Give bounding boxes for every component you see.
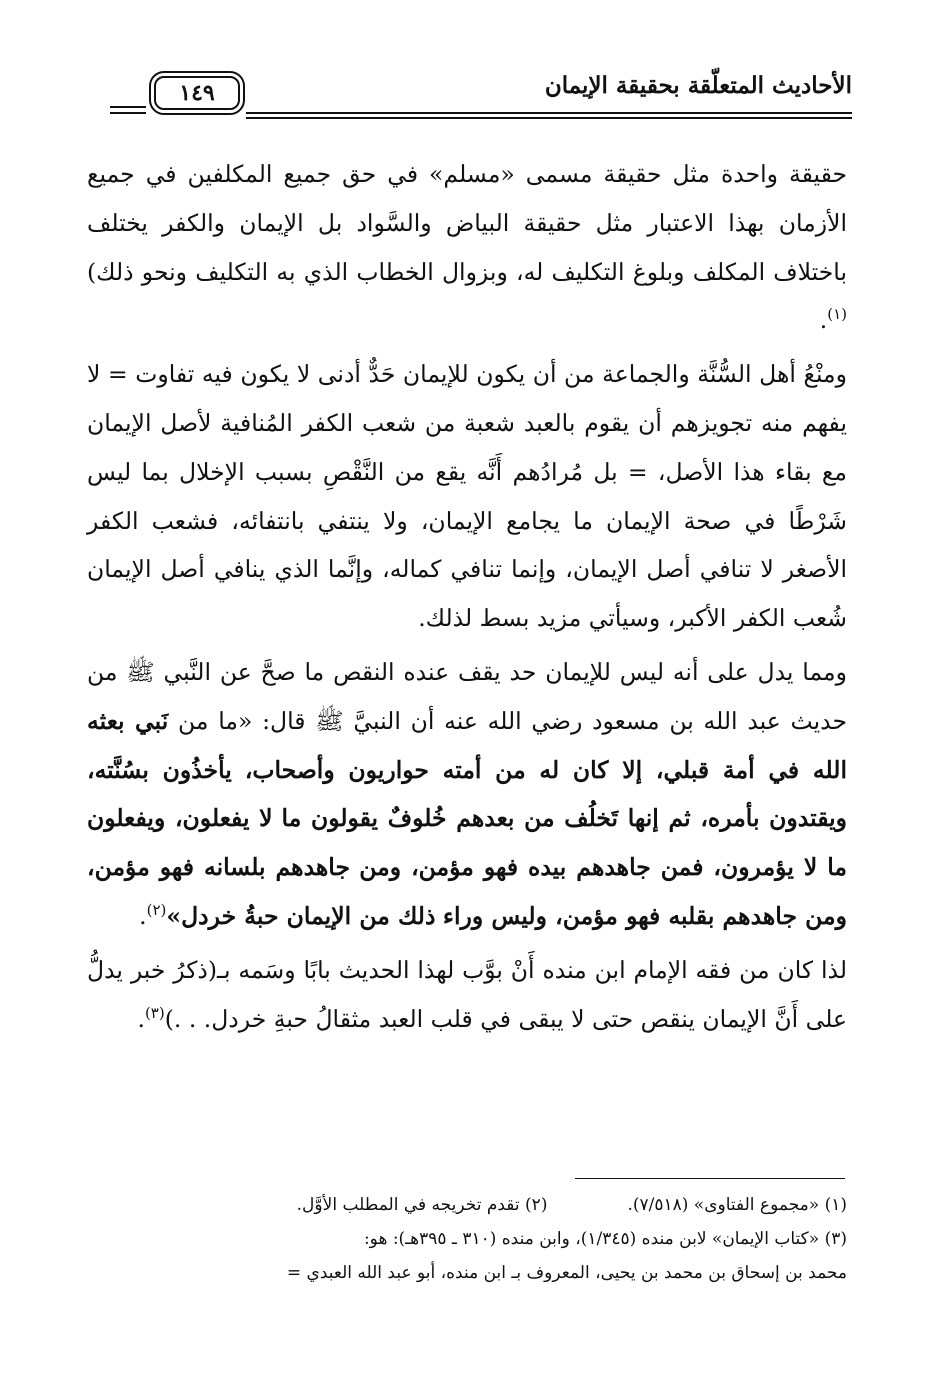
page-header bbox=[110, 66, 852, 126]
text-line: حبةِ خردل. . .) bbox=[164, 1004, 308, 1033]
text-line: فيه تفاوت = لا يفهم منه تجويزهم أن يقوم بالعبد شعبة من شعب الكفر bbox=[87, 360, 847, 437]
header-rule bbox=[110, 106, 146, 108]
footnote-3-continued: محمد بن إسحاق بن محمد بن يحيى، المعروف بـ ابن منده، أبو عبد الله العبدي = bbox=[286, 1263, 847, 1283]
text-tail: . bbox=[139, 901, 147, 930]
paragraph bbox=[87, 946, 847, 1044]
footnote-3: (٣) «كتاب الإيمان» لابن منده (١/٣٤٥)، وابن منده (٣١٠ ـ ٣٩٥هـ): هو: bbox=[363, 1229, 847, 1249]
footnote-1: (١) «مجموع الفتاوى» (٧/٥١٨). bbox=[627, 1195, 847, 1215]
text-line: الأزمان بهذا الاعتبار مثل حقيقة البياض والسَّواد بل الإيمان والكفر bbox=[162, 208, 847, 237]
hadith-text-line: جاهدهم بلسانه فهو مؤمن، ومن جاهدهم بقلبه فهو مؤمن، وليس وراء bbox=[87, 853, 847, 930]
paragraph bbox=[87, 350, 847, 643]
footnote-row bbox=[87, 1188, 847, 1222]
footnote-mark: (١) bbox=[827, 305, 847, 324]
running-title: الأحاديث المتعلّقة بحقيقة الإيمان bbox=[544, 72, 852, 99]
hadith-text-line: ذلك من الإيمان حبةُ خردل» bbox=[166, 901, 436, 930]
text-line: التكليف ونحو ذلك) bbox=[87, 257, 269, 286]
footnote-2: (٢) تقدم تخريجه في المطلب الأوَّل. bbox=[296, 1195, 548, 1215]
page-number-badge bbox=[154, 76, 240, 110]
hadith-text-line: يأخذُون بسُنَّته، ويقتدون بأمره، ثم إنها تَخلُف من بعدهم خُلوفٌ يقولون ما bbox=[87, 755, 847, 833]
main-text bbox=[87, 150, 847, 1043]
footnote-separator bbox=[575, 1178, 845, 1179]
text-line: الإيمان، ولا ينتفي بانتفائه، فشعب الكفر الأصغر لا تنافي أصل bbox=[87, 506, 847, 584]
footnotes bbox=[87, 1188, 847, 1290]
text-line: النَّقْصِ بسبب الإخلال بما ليس شَرْطًا في صحة الإيمان ما يجامع bbox=[87, 457, 847, 535]
hadith-text-line: لا يفعلون، ويفعلون ما لا يؤمرون، فمن جاهدهم بيده فهو مؤمن، ومن bbox=[87, 804, 847, 882]
text-line: لذا كان من فقه الإمام ابن منده أَنْ بوَّب لهذا الحديث بابًا وسَمه bbox=[238, 955, 847, 984]
header-rule bbox=[110, 112, 146, 114]
paragraph bbox=[87, 150, 847, 345]
text-line: بـ(ذكرُ خبر يدلُّ على أَنَّ الإيمان ينقص حتى لا يبقى في قلب العبد مثقالُ bbox=[87, 955, 847, 1033]
paragraph bbox=[87, 648, 847, 941]
text-line: ومما يدل على أنه ليس للإيمان حد يقف عنده النقص ما صحَّ عن bbox=[219, 657, 847, 686]
footnote-mark: (٣) bbox=[144, 1003, 165, 1022]
text-tail: . bbox=[137, 1004, 145, 1033]
text-line: حقيقة واحدة مثل حقيقة مسمى «مسلم» في حق جميع المكلفين في جميع bbox=[87, 160, 847, 188]
text-line: يختلف باختلاف المكلف وبلوغ التكليف له، وبزوال الخطاب الذي به bbox=[87, 208, 847, 286]
text-line: النَّبي ﷺ من حديث عبد الله بن مسعود رضي الله عنه أن النبيَّ ﷺ قال: «ما من bbox=[87, 657, 847, 735]
text-tail: . bbox=[819, 306, 828, 335]
text-line: الإيمان، وإنما تنافي كماله، وإنَّما الذي ينافي أصل الإيمان شُعب الكفر bbox=[87, 555, 847, 633]
footnote-mark: (٢) bbox=[146, 901, 167, 920]
text-line: الأكبر، وسيأتي مزيد بسط لذلك. bbox=[418, 604, 727, 633]
text-line: المُنافية لأصل الإيمان مع بقاء هذا الأصل، = بل مُرادُهم أَنَّه يقع من bbox=[87, 408, 847, 486]
hadith-text-line: نَبي بعثه الله في أمة قبلي، إلا كان له من أمته حواريون وأصحاب، bbox=[87, 706, 847, 784]
text-line: ومنْعُ أهل السُّنَّة والجماعة من أن يكون للإيمان حَدٌّ أدنى لا يكون bbox=[240, 360, 847, 389]
header-rule bbox=[246, 112, 852, 114]
page-number: ١٤٩ bbox=[179, 80, 215, 106]
header-rule bbox=[246, 117, 852, 119]
